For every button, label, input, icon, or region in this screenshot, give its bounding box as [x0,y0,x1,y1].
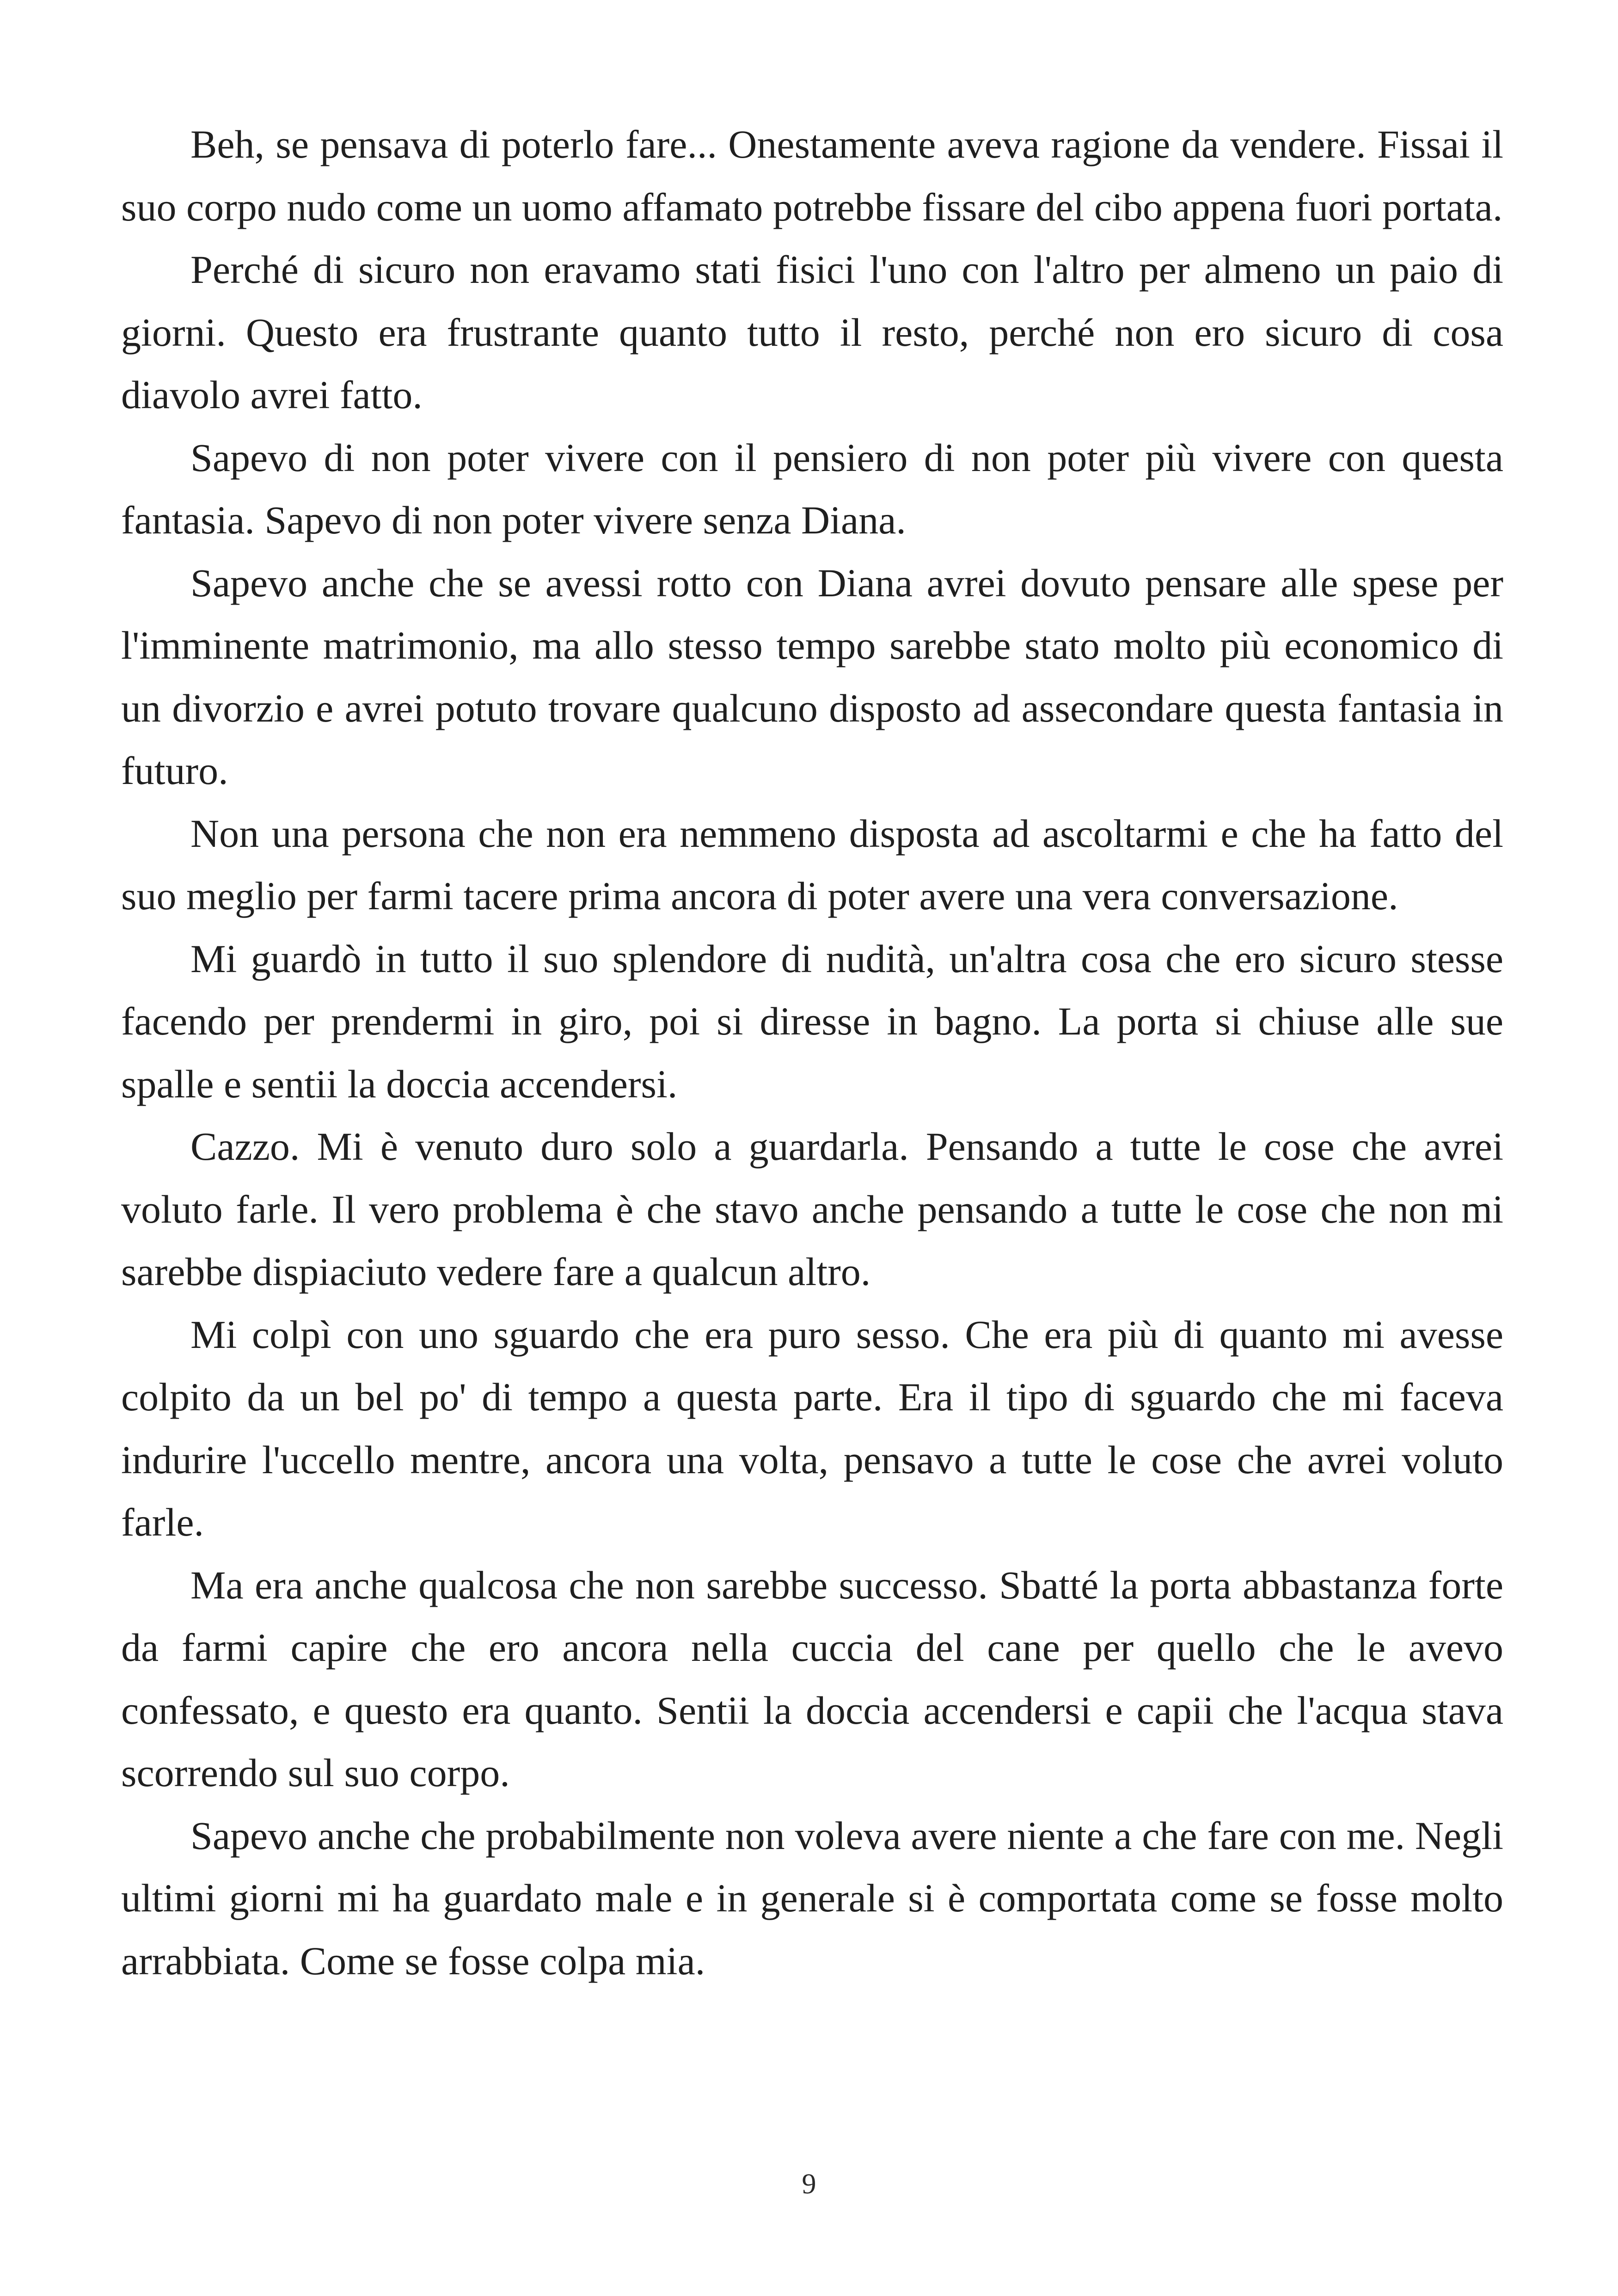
paragraph-2: Perché di sicuro non eravamo stati fisici l'uno con l'altro per almeno un paio di giorni. Questo era frustrante quanto tutto il resto, perché non ero sicuro di cosa diavolo avrei fatto. [121,247,1503,417]
paragraph-5: Non una persona che non era nemmeno disposta ad ascoltarmi e che ha fatto del suo meglio per farmi tacere prima ancora di poter avere una vera conversazione. [121,811,1503,918]
paragraph-8: Mi colpì con uno sguardo che era puro sesso. Che era più di quanto mi avesse colpito da un bel po' di tempo a questa parte. Era il tipo di sguardo che mi faceva indurire l'uccello mentre, ancora una volta, pensavo a tutte le cose che avrei voluto farle. [121,1312,1503,1544]
paragraph-6: Mi guardò in tutto il suo splendore di nudità, un'altra cosa che ero sicuro stesse facendo per prendermi in giro, poi si diresse in bagno. La porta si chiuse alle sue spalle e sentii la doccia accendersi. [121,936,1503,1106]
page-body [121,113,1503,1992]
page-number: 9 [802,2168,816,2200]
paragraph-3: Sapevo di non poter vivere con il pensiero di non poter più vivere con questa fantasia. Sapevo di non poter vivere senza Diana. [121,435,1503,542]
paragraph-9: Ma era anche qualcosa che non sarebbe successo. Sbatté la porta abbastanza forte da farmi capire che ero ancora nella cuccia del cane per quello che le avevo confessato, e questo era quanto. Sentii la doccia accendersi e capii che l'acqua stava scorrendo sul suo corpo. [121,1562,1503,1795]
paragraph-10: Sapevo anche che probabilmente non voleva avere niente a che fare con me. Negli ultimi giorni mi ha guardato male e in generale si è comportata come se fosse molto arrabbiata. Come se fosse colpa mia. [121,1813,1503,1983]
paragraph-1: Beh, se pensava di poterlo fare... Onestamente aveva ragione da vendere. Fissai il suo corpo nudo come un uomo affamato potrebbe fissare del cibo appena fuori portata. [121,122,1503,229]
paragraph-7: Cazzo. Mi è venuto duro solo a guardarla. Pensando a tutte le cose che avrei voluto farle. Il vero problema è che stavo anche pensando a tutte le cose che non mi sarebbe dispiaciuto vedere fare a qualcun altro. [121,1124,1503,1294]
paragraph-4: Sapevo anche che se avessi rotto con Diana avrei dovuto pensare alle spese per l'imminente matrimonio, ma allo stesso tempo sarebbe stato molto più economico di un divorzio e avrei potuto trovare qualcuno disposto ad assecondare questa fantasia in futuro. [121,560,1503,793]
